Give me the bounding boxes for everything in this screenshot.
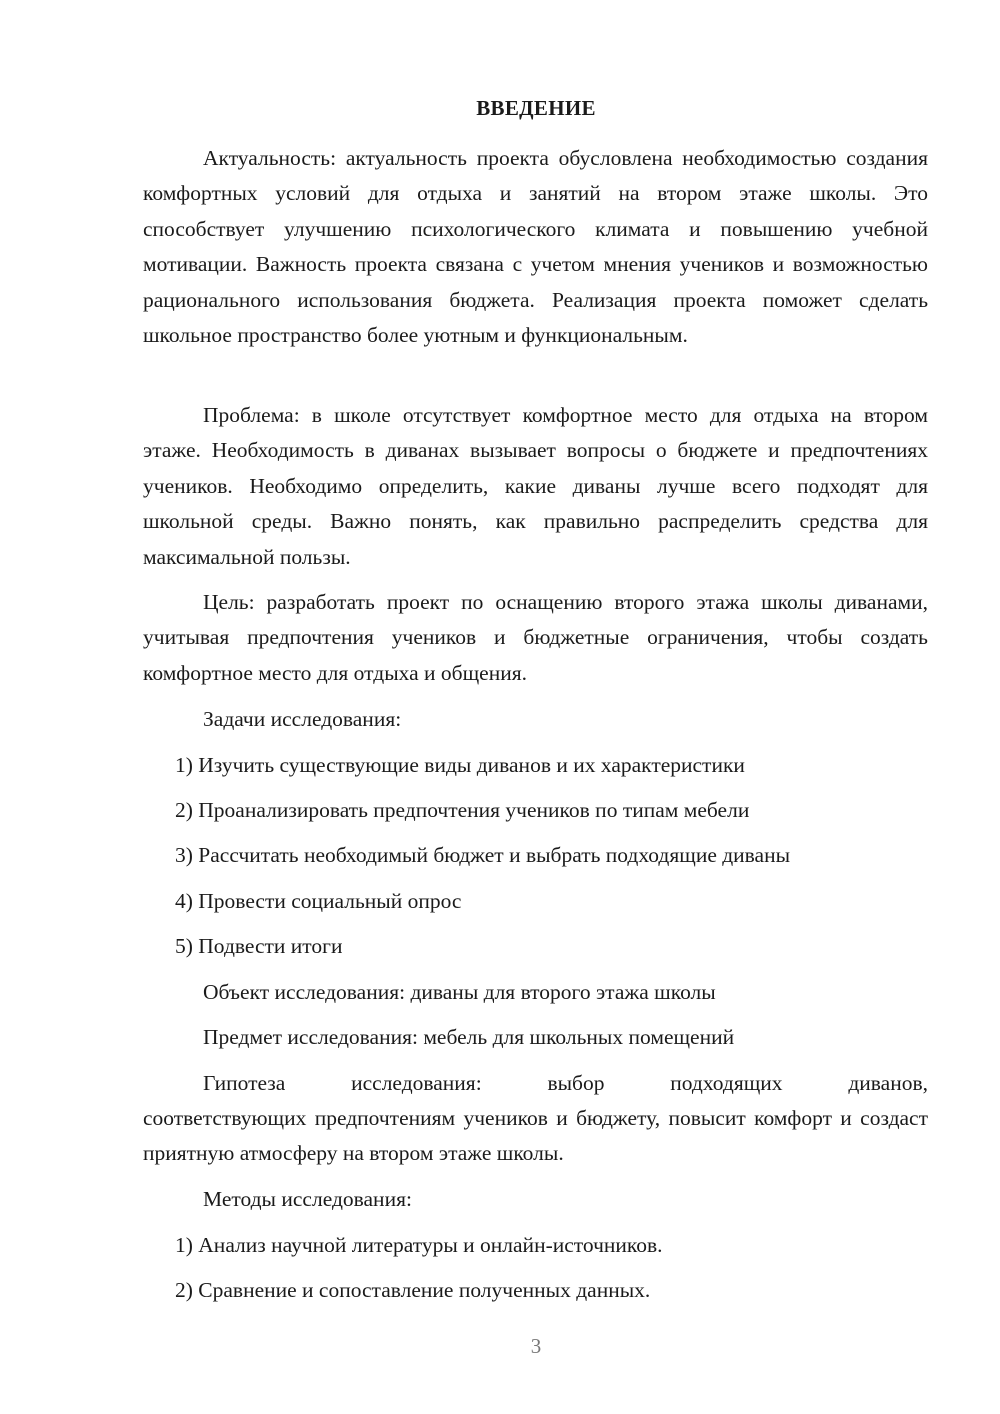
- tasks-heading: Задачи исследования:: [203, 707, 402, 731]
- hypothesis-word: исследования:: [351, 1071, 482, 1095]
- task-item-2: 2) Проанализировать предпочтения учеников по типам мебели: [175, 798, 750, 822]
- hypothesis-continuation: соответствующих предпочтениям учеников и бюджету, повысит комфорт и создаст приятную атмосферу на втором этаже школы.: [143, 1106, 928, 1166]
- task-item-3: 3) Рассчитать необходимый бюджет и выбрать подходящие диваны: [175, 843, 791, 867]
- hypothesis-first-line: [203, 1066, 928, 1101]
- goal-paragraph: Цель: разработать проект по оснащению второго этажа школы диванами, учитывая предпочтения учеников и бюджетные ограничения, чтобы создать комфортное место для отдыха и общения.: [143, 590, 928, 685]
- method-item-1: 1) Анализ научной литературы и онлайн-источников.: [175, 1233, 663, 1257]
- hypothesis-word: подходящих: [670, 1071, 783, 1095]
- actuality-paragraph: Актуальность: актуальность проекта обусловлена необходимостью создания комфортных условий для отдыха и занятий на втором этаже школы. Это способствует улучшению психологического климата и повышению учебной мотивации. Важность проекта связана с учетом мнения учеников и возможностью рационального использования бюджета. Реализация проекта поможет сделать школьное пространство более уютным и функциональным.: [143, 146, 928, 348]
- hypothesis-word: диванов,: [848, 1071, 928, 1095]
- task-item-1: 1) Изучить существующие виды диванов и их характеристики: [175, 753, 745, 777]
- method-item-2: 2) Сравнение и сопоставление полученных данных.: [175, 1278, 651, 1302]
- problem-paragraph: Проблема: в школе отсутствует комфортное место для отдыха на втором этаже. Необходимость в диванах вызывает вопросы о бюджете и предпочтениях учеников. Необходимо определить, какие диваны лучше всего подходят для школьной среды. Важно понять, как правильно распределить средства для максимальной пользы.: [143, 403, 928, 569]
- research-subject: Предмет исследования: мебель для школьных помещений: [203, 1025, 735, 1049]
- methods-heading: Методы исследования:: [203, 1187, 412, 1211]
- section-title: ВВЕДЕНИЕ: [476, 96, 596, 120]
- task-item-5: 5) Подвести итоги: [175, 934, 343, 958]
- task-item-4: 4) Провести социальный опрос: [175, 889, 462, 913]
- research-object: Объект исследования: диваны для второго этажа школы: [203, 980, 716, 1004]
- hypothesis-word: Гипотеза: [203, 1071, 286, 1095]
- hypothesis-word: выбор: [547, 1071, 605, 1095]
- page-number: 3: [530, 1334, 542, 1358]
